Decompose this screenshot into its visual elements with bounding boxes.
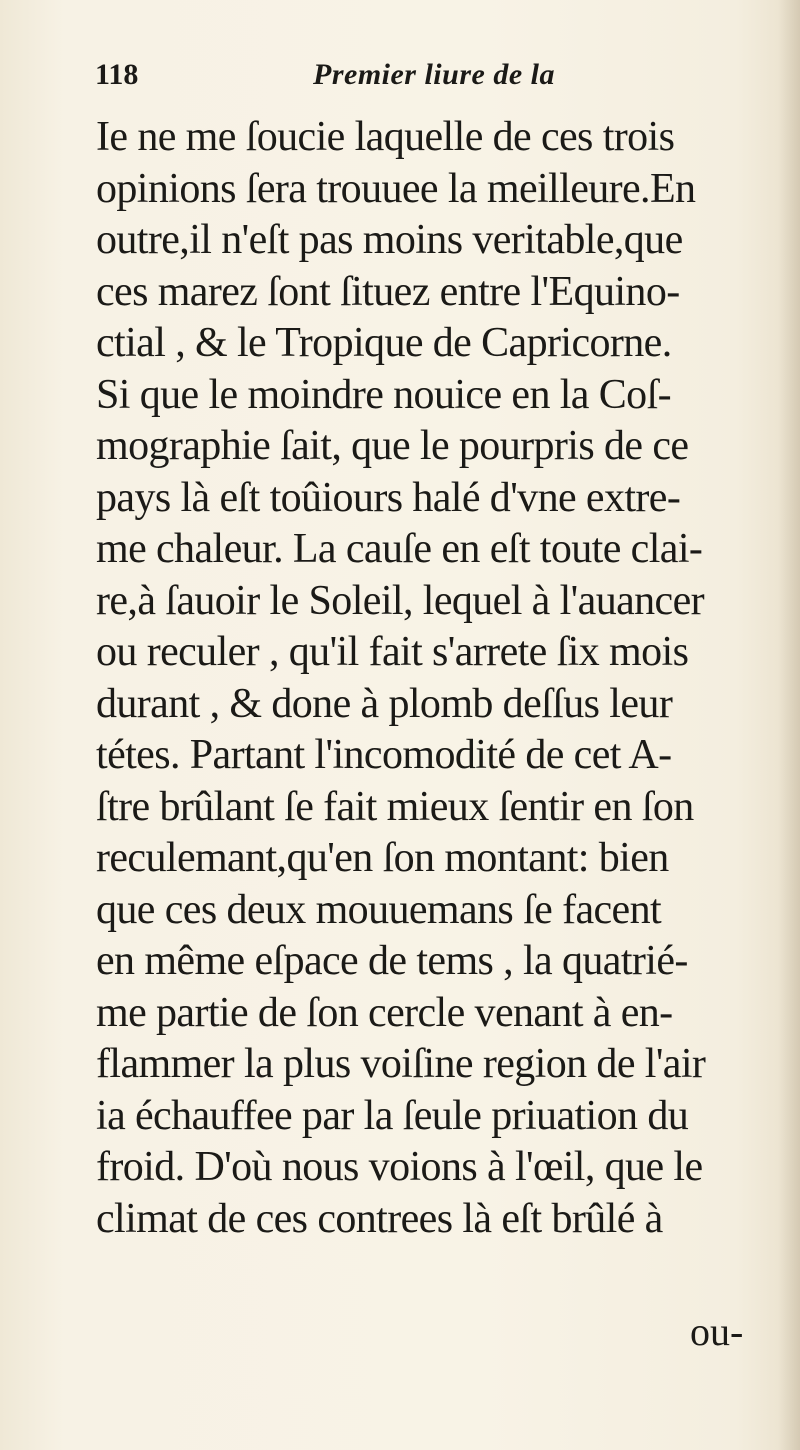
- text-line: que ces deux mouuemans ſe facent: [96, 886, 662, 933]
- text-line: me partie de ſon cercle venant à en-: [96, 989, 673, 1036]
- text-line: en même eſpace de tems , la quatrié-: [96, 938, 688, 984]
- text-line: durant , & done à plomb deſſus leur: [96, 680, 673, 727]
- text-line: ctial , & le Tropique de Capricorne.: [96, 320, 672, 366]
- text-line: reculemant,qu'en ſon montant: bien: [96, 835, 669, 881]
- text-line: opinions ſera trouuee la meilleure.En: [96, 165, 696, 212]
- text-line: tétes. Partant l'incomodité de cet A-: [96, 732, 672, 778]
- text-line: ſtre brûlant ſe fait mieux ſentir en ſon: [96, 783, 694, 830]
- body-text: [96, 112, 776, 1245]
- text-line: Ie ne me ſoucie laquelle de ces trois: [96, 114, 675, 160]
- running-head: Premier liure de la: [313, 58, 555, 91]
- text-line: ia échauffee par la ſeule priuation du: [96, 1092, 689, 1139]
- page-header: [95, 58, 655, 98]
- catchword: ou-: [690, 1309, 744, 1354]
- page-edge-shadow: [778, 0, 800, 1450]
- text-line: froid. D'où nous voions à l'œil, que le: [96, 1144, 703, 1190]
- text-line: Si que le moindre nouice en la Coſ-: [96, 371, 672, 418]
- text-line: me chaleur. La cauſe en eſt toute clai-: [96, 526, 703, 572]
- text-line: flammer la plus voiſine region de l'air: [96, 1041, 706, 1087]
- text-line: pays là eſt toûiours halé d'vne extre-: [96, 474, 681, 521]
- text-line: climat de ces contrees là eſt brûlé à: [96, 1195, 663, 1242]
- text-line: ou reculer , qu'il fait s'arrete ſix mois: [96, 629, 689, 675]
- text-line: re,à ſauoir le Soleil, lequel à l'auancer: [96, 577, 705, 624]
- text-line: outre,il n'eſt pas moins veritable,que: [96, 217, 683, 263]
- text-line: ces marez ſont ſituez entre l'Equino-: [96, 268, 680, 315]
- text-line: mographie ſait, que le pourpris de ce: [96, 423, 689, 469]
- page-number: 118: [95, 58, 139, 91]
